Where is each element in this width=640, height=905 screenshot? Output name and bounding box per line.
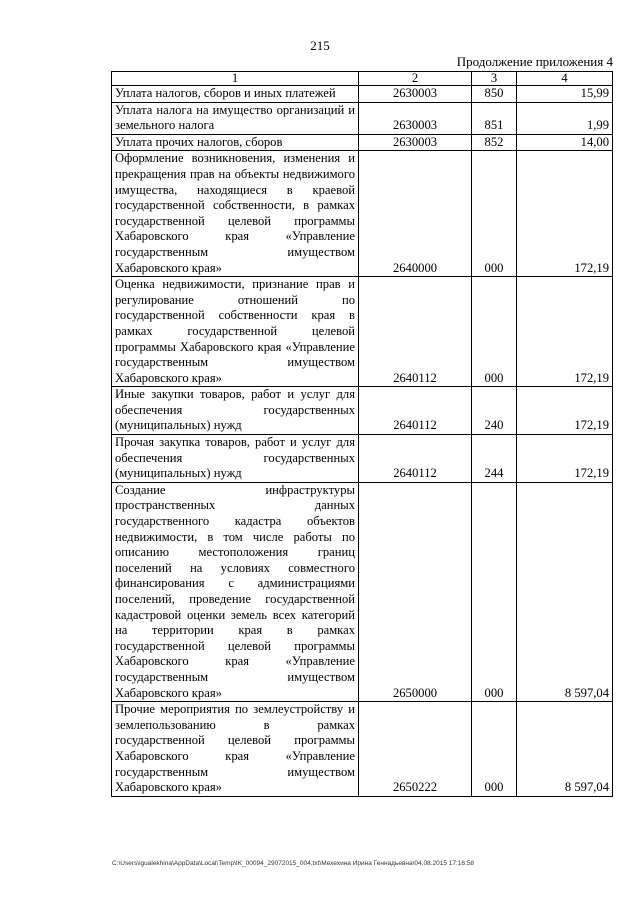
table-header-row bbox=[112, 72, 613, 86]
table-row bbox=[112, 702, 613, 797]
table-row bbox=[112, 134, 613, 151]
row-name-cell: Прочая закупка товаров, работ и услуг для обеспечения государственных (муниципальных) нужд bbox=[112, 435, 359, 483]
row-code-cell: 2650222 bbox=[359, 702, 472, 797]
row-sum-cell: 172,19 bbox=[517, 277, 613, 387]
row-code-cell: 2630003 bbox=[359, 102, 472, 134]
row-sum-cell: 172,19 bbox=[517, 387, 613, 435]
table-row bbox=[112, 277, 613, 387]
row-kind-cell: 000 bbox=[472, 277, 517, 387]
row-code-cell: 2640000 bbox=[359, 151, 472, 277]
row-code-cell: 2640112 bbox=[359, 435, 472, 483]
row-name-cell: Уплата налогов, сборов и иных платежей bbox=[112, 86, 359, 103]
row-name-cell: Оформление возникновения, изменения и прекращения прав на объекты недвижимого имущества, находящиеся в краевой государственной собственности, в рамках государственной целевой программы Хабаровского края «Управление государственным имуществом Хабаровского края» bbox=[112, 151, 359, 277]
row-code-cell: 2640112 bbox=[359, 277, 472, 387]
row-code-cell: 2630003 bbox=[359, 86, 472, 103]
row-name-cell: Создание инфраструктуры пространственных данных государственного кадастра объектов недвижимости, в том числе работы по описанию местоположения границ поселений на условиях совместного финансирования с администрациями поселений, проведение государственной кадастровой оценки земель всех категорий на территории края в рамках государственной целевой программы Хабаровского края «Управление государственным имуществом Хабаровского края» bbox=[112, 482, 359, 701]
header-col-4: 4 bbox=[517, 72, 613, 86]
page-number: 215 bbox=[310, 38, 330, 53]
row-name-cell: Уплата налога на имущество организаций и земельного налога bbox=[112, 102, 359, 134]
row-sum-cell: 1,99 bbox=[517, 102, 613, 134]
row-kind-cell: 000 bbox=[472, 702, 517, 797]
budget-table bbox=[111, 71, 613, 797]
table-row bbox=[112, 482, 613, 701]
table-row bbox=[112, 387, 613, 435]
row-kind-cell: 000 bbox=[472, 151, 517, 277]
row-name-cell: Иные закупки товаров, работ и услуг для обеспечения государственных (муниципальных) нужд bbox=[112, 387, 359, 435]
table-row bbox=[112, 435, 613, 483]
header-col-1: 1 bbox=[112, 72, 359, 86]
row-sum-cell: 172,19 bbox=[517, 151, 613, 277]
table-row bbox=[112, 102, 613, 134]
continuation-note: Продолжение приложения 4 bbox=[456, 54, 613, 69]
row-name-cell: Оценка недвижимости, признание прав и регулирование отношений по государственной собственности края в рамках государственной целевой программы Хабаровского края «Управление государственным имуществом Хабаровского края» bbox=[112, 277, 359, 387]
row-code-cell: 2630003 bbox=[359, 134, 472, 151]
row-name-cell: Уплата прочих налогов, сборов bbox=[112, 134, 359, 151]
row-code-cell: 2640112 bbox=[359, 387, 472, 435]
row-sum-cell: 8 597,04 bbox=[517, 702, 613, 797]
row-code-cell: 2650000 bbox=[359, 482, 472, 701]
row-name-cell: Прочие мероприятия по землеустройству и землепользованию в рамках государственной целевой программы Хабаровского края «Управление государственным имуществом Хабаровского края» bbox=[112, 702, 359, 797]
row-sum-cell: 14,00 bbox=[517, 134, 613, 151]
row-kind-cell: 850 bbox=[472, 86, 517, 103]
row-kind-cell: 244 bbox=[472, 435, 517, 483]
row-kind-cell: 852 bbox=[472, 134, 517, 151]
header-col-3: 3 bbox=[472, 72, 517, 86]
row-kind-cell: 240 bbox=[472, 387, 517, 435]
row-sum-cell: 8 597,04 bbox=[517, 482, 613, 701]
header-col-2: 2 bbox=[359, 72, 472, 86]
footer-file-path: C:\Users\igualekhina\AppData\Local\Temp\IK_00094_29072015_004.txt\Мехехина Ирина Геннадьевна\04.08.2015 17:16:58 bbox=[112, 860, 475, 867]
row-sum-cell: 15,99 bbox=[517, 86, 613, 103]
row-kind-cell: 000 bbox=[472, 482, 517, 701]
row-sum-cell: 172,19 bbox=[517, 435, 613, 483]
table-row bbox=[112, 151, 613, 277]
row-kind-cell: 851 bbox=[472, 102, 517, 134]
table-row bbox=[112, 86, 613, 103]
